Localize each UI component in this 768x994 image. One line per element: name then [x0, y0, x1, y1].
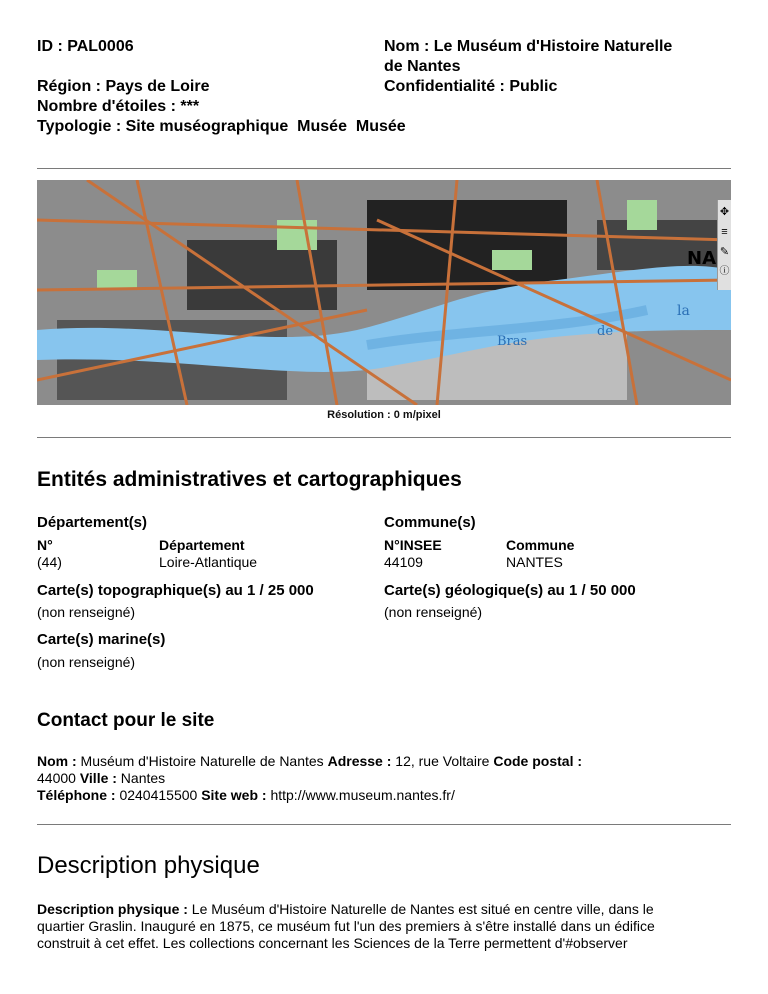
- layers-icon[interactable]: ≡: [721, 226, 728, 238]
- record-header-right: [384, 37, 734, 97]
- record-stars: Nombre d'étoiles : ***: [37, 98, 200, 115]
- topo-label: Carte(s) topographique(s) au 1 / 25 000: [37, 582, 314, 599]
- contact-tel-value: 0240415500: [115, 787, 202, 803]
- contact-nom-label: Nom :: [37, 753, 77, 769]
- map-toolbar: [717, 200, 731, 290]
- departements-label: Département(s): [37, 514, 148, 531]
- dept-num: (44): [37, 554, 62, 570]
- geo-value: (non renseigné): [384, 604, 483, 620]
- contact-cp-value: 44000: [37, 770, 80, 786]
- description-line2: quartier Graslin. Inauguré en 1875, ce muséum fut l'un des premiers à s'être installé dans un édifice: [37, 918, 655, 934]
- map-label-la: la: [677, 303, 690, 319]
- record-id: ID : PAL0006: [37, 38, 134, 55]
- section-title-admin: Entités administratives et cartographiques: [37, 468, 462, 491]
- contact-adresse-value: 12, rue Voltaire: [391, 753, 494, 769]
- section-title-description: Description physique: [37, 852, 260, 879]
- map-label-na: NA: [687, 248, 716, 269]
- marine-value: (non renseigné): [37, 654, 136, 670]
- dept-col-name: Département: [159, 537, 245, 553]
- record-header-left: [37, 37, 377, 117]
- map-image: [37, 180, 731, 405]
- dept-col-num: N°: [37, 537, 53, 553]
- contact-block: [37, 753, 731, 804]
- commune-insee: 44109: [384, 554, 423, 570]
- geo-label: Carte(s) géologique(s) au 1 / 50 000: [384, 582, 636, 599]
- divider: [37, 168, 731, 169]
- contact-ville-value: Nantes: [116, 770, 166, 786]
- info-icon[interactable]: ⓘ: [719, 266, 730, 277]
- commune-name: NANTES: [506, 554, 563, 570]
- record-confidentiality: Confidentialité : Public: [384, 78, 558, 95]
- communes-label: Commune(s): [384, 514, 476, 531]
- contact-tel-label: Téléphone :: [37, 787, 116, 803]
- contact-cp-label: Code postal :: [493, 753, 583, 769]
- site-map[interactable]: [37, 180, 731, 405]
- description-label: Description physique :: [37, 901, 188, 917]
- map-resolution-caption: Résolution : 0 m/pixel: [327, 409, 441, 421]
- divider: [37, 824, 731, 825]
- divider: [37, 437, 731, 438]
- record-region: Région : Pays de Loire: [37, 78, 210, 95]
- record-name-line2: de Nantes: [384, 58, 461, 75]
- marine-label: Carte(s) marine(s): [37, 631, 166, 648]
- record-name-line1: Nom : Le Muséum d'Histoire Naturelle: [384, 38, 673, 55]
- section-title-contact: Contact pour le site: [37, 710, 215, 731]
- topo-value: (non renseigné): [37, 604, 136, 620]
- pan-icon[interactable]: ✥: [719, 206, 730, 218]
- contact-web-label: Site web :: [201, 787, 267, 803]
- commune-col-insee: N°INSEE: [384, 537, 442, 553]
- contact-nom-value: Muséum d'Histoire Naturelle de Nantes: [76, 753, 328, 769]
- description-block: [37, 901, 731, 952]
- contact-web-link[interactable]: http://www.museum.nantes.fr/: [266, 787, 455, 803]
- pencil-icon[interactable]: ✎: [719, 246, 730, 258]
- contact-adresse-label: Adresse :: [327, 753, 392, 769]
- dept-name: Loire-Atlantique: [159, 554, 258, 570]
- description-line1: Le Muséum d'Histoire Naturelle de Nantes est situé en centre ville, dans le: [187, 901, 654, 917]
- map-label-de: de: [597, 324, 614, 339]
- commune-col-name: Commune: [506, 537, 575, 553]
- map-label-bras: Bras: [497, 334, 528, 349]
- description-line3: construit à cet effet. Les collections concernant les Sciences de la Terre permettent d'#observer: [37, 935, 628, 951]
- record-typology: Typologie : Site muséographique Musée Musée: [37, 118, 406, 135]
- contact-ville-label: Ville :: [79, 770, 117, 786]
